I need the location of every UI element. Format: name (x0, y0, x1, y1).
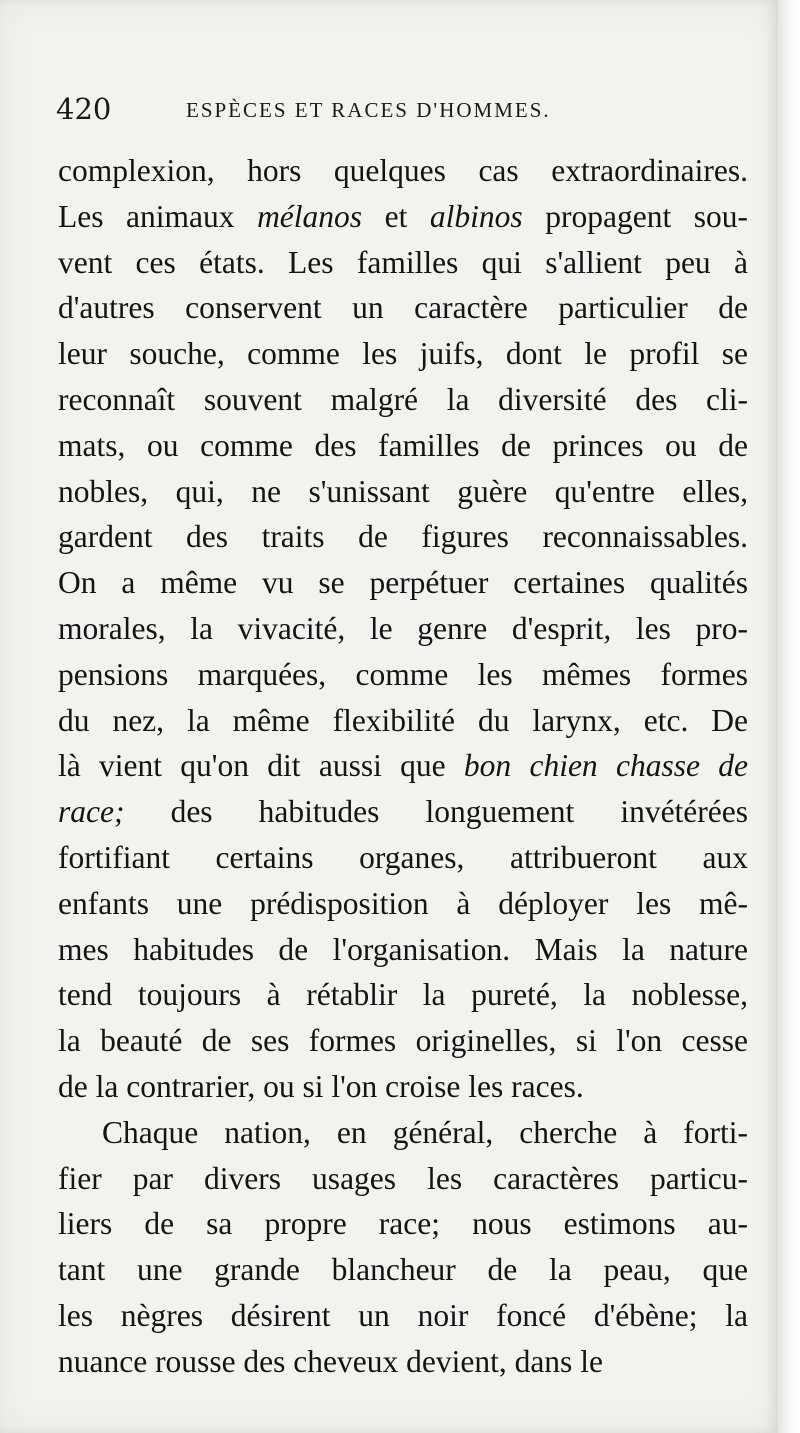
text-line (58, 789, 748, 835)
text-line (58, 148, 748, 194)
text-segment: On a même vu se perpétuer certaines qualités (58, 565, 748, 601)
text-line (58, 469, 748, 515)
text-segment: pensions marquées, comme les mêmes formes (58, 656, 748, 692)
text-segment: gardent des traits de figures reconnaissables. (58, 519, 748, 555)
text-segment: fortifiant certains organes, attribueront aux (58, 839, 748, 875)
text-segment: les nègres désirent un noir foncé d'ébène; la (58, 1297, 748, 1333)
text-segment: la beauté de ses formes originelles, si l'on cesse (58, 1023, 748, 1059)
text-line (58, 560, 748, 606)
page-edge (778, 0, 800, 1433)
italic-segment: mélanos (257, 198, 363, 234)
text-segment: enfants une prédisposition à déployer les mê- (58, 885, 748, 921)
text-line (58, 698, 748, 744)
text-segment: là vient qu'on dit aussi que (58, 748, 464, 784)
text-line (58, 1156, 748, 1202)
text-line (58, 514, 748, 560)
text-segment: complexion, hors quelques cas extraordinaires. (58, 153, 748, 188)
text-segment: leur souche, comme les juifs, dont le profil se (58, 336, 748, 372)
text-segment: propagent sou- (522, 198, 749, 234)
running-title: ESPÈCES ET RACES D'HOMMES. (186, 98, 551, 122)
text-segment: Les animaux (58, 198, 258, 234)
text-line (58, 1339, 748, 1385)
text-line (58, 1247, 748, 1293)
text-line (58, 743, 748, 789)
text-line (58, 1201, 748, 1247)
text-segment: de la contrarier, ou si l'on croise les races. (58, 1068, 584, 1104)
text-line (58, 1110, 748, 1156)
text-line (58, 285, 748, 331)
text-segment: d'autres conservent un caractère particulier de (58, 290, 748, 326)
text-line (58, 881, 748, 927)
text-segment: fier par divers usages les caractères particu- (58, 1160, 748, 1196)
text-line (58, 240, 748, 286)
text-segment: reconnaît souvent malgré la diversité des cli- (58, 381, 748, 417)
text-line (58, 652, 748, 698)
text-line (58, 377, 748, 423)
text-segment: du nez, la même flexibilité du larynx, etc. De (58, 702, 748, 738)
text-line (58, 972, 748, 1018)
text-segment: tant une grande blancheur de la peau, que (58, 1252, 748, 1288)
italic-segment: race; (58, 794, 125, 830)
page-number: 420 (56, 92, 112, 126)
text-segment: nobles, qui, ne s'unissant guère qu'entre elles, (58, 473, 748, 509)
text-line (58, 1064, 748, 1110)
page-header (56, 92, 746, 138)
body-text (58, 148, 748, 1385)
text-line (58, 606, 748, 652)
text-segment: tend toujours à rétablir la pureté, la noblesse, (58, 977, 748, 1013)
text-segment: nuance rousse des cheveux devient, dans le (58, 1343, 603, 1379)
text-segment: liers de sa propre race; nous estimons au- (58, 1206, 748, 1242)
text-line (58, 835, 748, 881)
italic-segment: albinos (429, 198, 523, 234)
text-segment: mes habitudes de l'organisation. Mais la nature (58, 931, 748, 967)
text-segment: vent ces états. Les familles qui s'allient peu à (58, 244, 748, 280)
text-line (58, 1018, 748, 1064)
text-segment: morales, la vivacité, le genre d'esprit, les pro- (58, 610, 748, 646)
text-line (58, 423, 748, 469)
text-segment: mats, ou comme des familles de princes ou de (58, 427, 748, 463)
text-segment: Chaque nation, en général, cherche à forti- (102, 1114, 748, 1150)
italic-segment: bon chien chasse de (463, 748, 748, 784)
text-line (58, 331, 748, 377)
text-segment: des habitudes longuement invétérées (124, 794, 748, 830)
text-segment: et (362, 198, 430, 234)
text-line (58, 927, 748, 973)
text-line (58, 1293, 748, 1339)
text-line (58, 194, 748, 240)
